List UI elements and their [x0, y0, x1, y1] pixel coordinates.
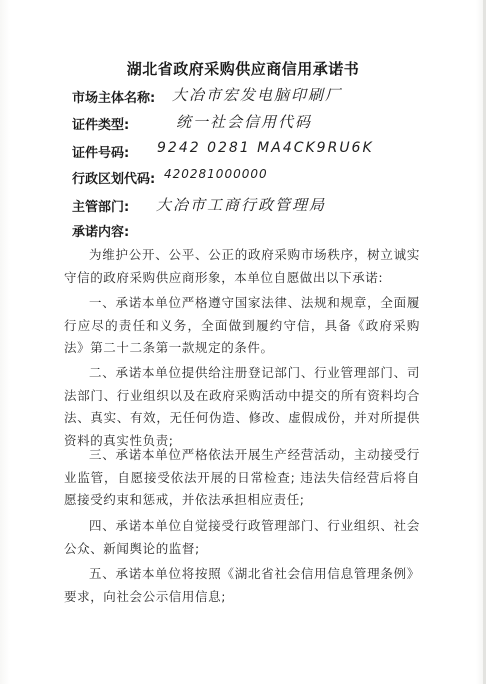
field-value-entity-name: 大冶市宏发电脑印刷厂: [172, 86, 343, 104]
field-label-id-number: 证件号码:: [72, 146, 130, 161]
commitment-heading: 承诺内容:: [72, 225, 130, 240]
field-label-authority: 主管部门:: [72, 200, 130, 215]
field-value-id-number: 9242 0281 MA4CK9RU6K: [157, 140, 374, 156]
paragraph-item-3: 三、承诺本单位严格依法开展生产经营活动，主动接受行业监管，自愿接受依法开展的日常检查; 违法失信经营后将自愿接受约束和惩戒，并依法承担相应责任;: [64, 447, 420, 507]
paragraph-item-5: 五、承诺本单位将按照《湖北省社会信用信息管理条例》要求，向社会公示信用信息;: [64, 566, 420, 604]
paragraph-intro: 为维护公开、公平、公正的政府采购市场秩序，树立诚实守信的政府采购供应商形象，本单位自愿做出以下承诺:: [64, 247, 420, 285]
field-label-region-code: 行政区划代码:: [72, 172, 156, 187]
paragraph-item-4: 四、承诺本单位自觉接受行政管理部门、行业组织、社会公众、新闻舆论的监督;: [64, 518, 420, 556]
paragraph-item-1: 一、承诺本单位严格遵守国家法律、法规和规章，全面履行应尽的责任和义务，全面做到履约守信，具备《政府采购法》第二十二条第一款规定的条件。: [64, 295, 420, 355]
field-label-id-type: 证件类型:: [72, 118, 130, 133]
paragraph-item-2: 二、承诺本单位提供给注册登记部门、行业管理部门、司法部门、行业组织以及在政府采购活动中提交的所有资料均合法、真实、有效，无任何伪造、修改、虚假成份，并对所提供资料的真实性负责;: [64, 365, 420, 448]
field-value-region-code: 420281000000: [164, 167, 268, 181]
field-value-authority: 大冶市工商行政管理局: [156, 196, 327, 214]
field-label-entity-name: 市场主体名称:: [72, 91, 156, 106]
document-title: 湖北省政府采购供应商信用承诺书: [126, 60, 360, 78]
field-value-id-type: 统一社会信用代码: [176, 113, 313, 131]
